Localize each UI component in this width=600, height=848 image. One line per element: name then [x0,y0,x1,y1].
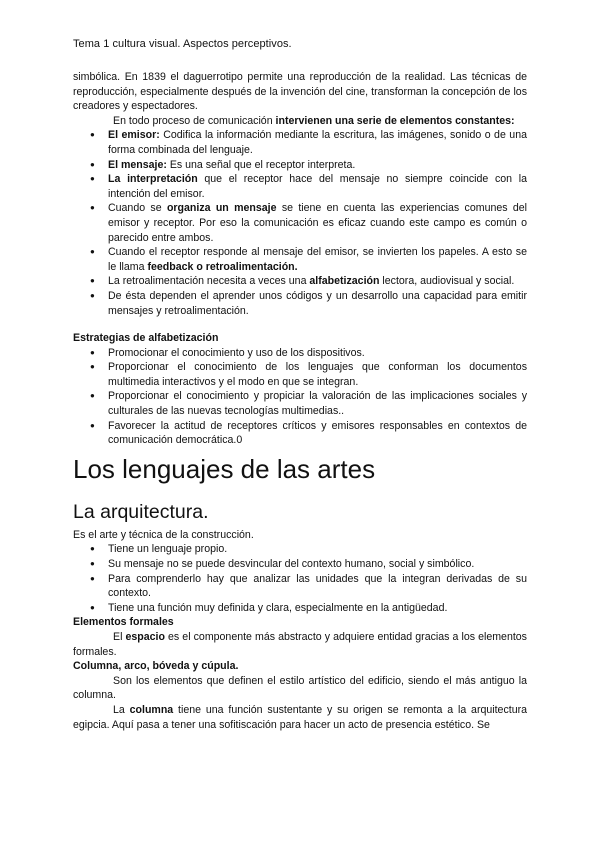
running-header: Tema 1 cultura visual. Aspectos perceptivos. [73,38,292,50]
formal-elements-heading: Elementos formales [73,616,174,629]
strategies-heading: Estrategias de alfabetización [73,332,219,345]
space-text: El [113,631,126,643]
spacer [73,318,527,331]
columna-text: tiene una función sustentante y su origen se remonta a la arquitectura egipcia. Aquí pasa a tener una sofitiscación para hacer un acto de presencia estético. Se [73,703,528,731]
strategy-item: ● Favorecer la actitud de receptores críticos y emisores responsables en contextos de comunicación democrática.0 [108,419,527,448]
strategies-list [73,346,527,448]
list-item-mensaje [108,158,527,173]
list-item-text: De ésta dependen el aprender unos códigos y un desarrollo una capacidad para emitir mensajes y retroalimentación. [108,289,527,317]
communication-list [73,128,527,318]
columna-text: La [113,703,130,716]
term-emisor: El emisor: [108,129,160,142]
architecture-item: ● Su mensaje no se puede desvincular del contexto humano, social y simbólico. [108,557,527,572]
list-item-text: se tiene en cuenta las experiencias comunes del emisor y receptor. Por eso la comunicación es eficaz cuando este campo es común o parecido entre ambos. [108,202,527,244]
list-item-text: que el receptor hace del mensaje no siempre coincide con la intención del emisor. [108,173,527,200]
list-item-text: Cuando se [108,202,167,215]
architecture-item: ● Para comprenderlo hay que analizar las unidades que la integran derivadas de su contexto. [108,572,527,601]
space-text: es el componente más abstracto y adquiere entidad gracias a los elementos formales. [73,631,527,658]
list-item-text: Es una señal que el receptor interpreta. [166,158,356,171]
architecture-definition: Es el arte y técnica de la construcción. [73,528,254,541]
strategy-item: ● Proporcionar el conocimiento y propiciar la valoración de las implicaciones sociales y culturales de las nuevas tecnologías multimedias.. [108,389,527,418]
space-paragraph [73,630,527,659]
list-item-text: Codifica la información mediante la escritura, las imágenes, sonido o de una forma combinada del lenguaje. [108,129,527,156]
term-interpretacion: La interpretación [108,173,198,186]
list-item-text: Cuando el receptor responde al mensaje del emisor, se invierten los papeles. A esto se le llama [108,246,527,273]
list-item-interpretacion [108,172,527,201]
strategy-item: ● Promocionar el conocimiento y uso de los dispositivos. [108,346,527,361]
communication-lead-text: En todo proceso de comunicación [113,114,276,127]
architecture-title: La arquitectura. [73,500,209,523]
communication-lead [73,114,527,129]
list-item-codigos [108,289,527,318]
intro-paragraph: simbólica. En 1839 el daguerrotipo permite una reproducción de la realidad. Las técnicas de reproducción, especialmente después de la invención del cine, transforman la concepción de los creadores y espectadores. [73,71,527,113]
column-heading: Columna, arco, bóveda y cúpula. [73,660,239,673]
term-feedback: feedback o retroalimentación. [147,260,298,273]
architecture-item: ● Tiene un lenguaje propio. [108,542,527,557]
list-item-alfabetizacion [108,274,527,289]
term-alfabetizacion: alfabetización [309,275,380,288]
column-paragraph: Son los elementos que definen el estilo artístico del edificio, siendo el más antiguo la columna. [73,674,527,702]
term-columna: columna [129,703,174,716]
architecture-list [73,542,527,615]
term-mensaje: El mensaje: [108,158,167,171]
list-item-emisor [108,128,527,157]
columna-paragraph [73,703,527,732]
page-content [73,70,527,732]
list-item-feedback [108,245,527,274]
communication-lead-bold: intervienen una serie de elementos constantes: [275,114,515,127]
architecture-item: ● Tiene una función muy definida y clara, especialmente en la antigüedad. [108,601,527,616]
term-espacio: espacio [125,631,165,643]
term-organiza: organiza un mensaje [166,202,277,215]
section-title: Los lenguajes de las artes [73,453,376,484]
list-item-organiza [108,201,527,245]
strategy-item: ● Proporcionar el conocimiento de los lenguajes que conforman los documentos multimedia interactivos y el modo en que se integran. [108,360,527,389]
list-item-text: lectora, audiovisual y social. [379,275,515,288]
list-item-text: La retroalimentación necesita a veces una [108,275,310,288]
